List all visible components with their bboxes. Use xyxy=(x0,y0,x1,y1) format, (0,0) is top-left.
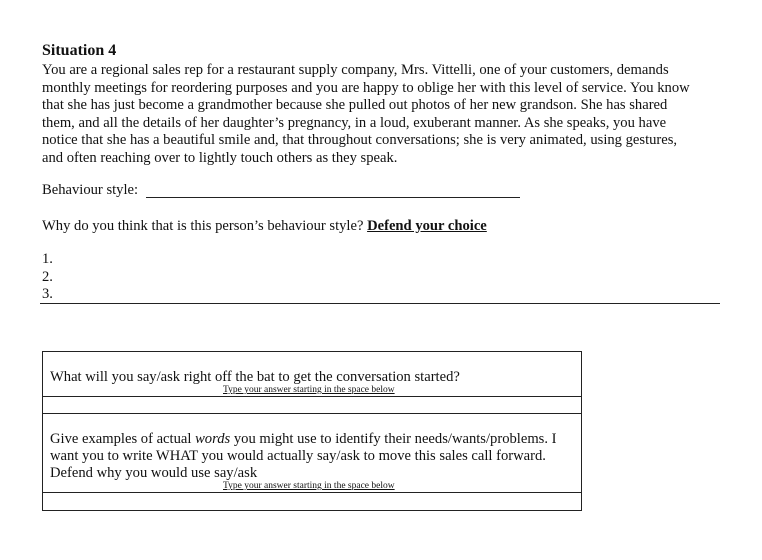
opening-question: What will you say/ask right off the bat to get the conversation started? xyxy=(50,369,460,385)
needs-question-text: you might use to identify their needs/wants/problems. I xyxy=(230,431,557,447)
scenario-line: monthly meetings for reordering purposes and you are happy to oblige her with this level of service. You know xyxy=(42,79,690,96)
scenario-paragraph xyxy=(42,62,732,168)
answer-cell-needs[interactable] xyxy=(43,493,581,510)
needs-question-line xyxy=(50,431,575,448)
scenario-line: You are a regional sales rep for a restaurant supply company, Mrs. Vittelli, one of your customers, demands xyxy=(42,62,669,78)
answer-cell-opening[interactable] xyxy=(43,397,581,414)
reasons-list xyxy=(42,251,53,304)
answer-hint: Type your answer starting in the space below xyxy=(223,385,395,395)
list-item: 2. xyxy=(42,268,53,285)
list-item: 1. xyxy=(42,251,53,267)
behaviour-style-label: Behaviour style: xyxy=(42,182,139,198)
why-question xyxy=(42,217,487,235)
why-question-text: Why do you think that is this person’s behaviour style? xyxy=(42,218,368,234)
list-item: 3. xyxy=(42,286,53,302)
divider-rule xyxy=(40,303,720,304)
question-cell-opening xyxy=(43,352,581,397)
scenario-line: that she has just become a grandmother because she pulled out photos of her new grandson. She has shared xyxy=(42,97,668,114)
needs-question-line: want you to write WHAT you would actually say/ask to move this sales call forward. xyxy=(50,448,546,464)
scenario-line: and often reaching over to lightly touch others as they speak. xyxy=(42,149,398,166)
needs-question-italic: words xyxy=(195,431,231,447)
needs-question-line: Defend why you would use say/ask xyxy=(50,465,258,481)
needs-question-text: Give examples of actual xyxy=(50,431,196,447)
question-cell-needs xyxy=(43,414,581,493)
scenario-line: notice that she has a beautiful smile and, that throughout conversations; she is very animated, using gestures, xyxy=(42,132,678,149)
defend-choice-emphasis: Defend your choice xyxy=(367,218,487,234)
behaviour-style-blank[interactable] xyxy=(146,197,520,198)
answer-hint: Type your answer starting in the space below xyxy=(223,481,395,491)
answer-table xyxy=(42,351,582,511)
scenario-line: them, and all the details of her daughter’s pregnancy, in a loud, exuberant manner. As she speaks, you have xyxy=(42,114,667,131)
situation-heading: Situation 4 xyxy=(42,42,117,59)
